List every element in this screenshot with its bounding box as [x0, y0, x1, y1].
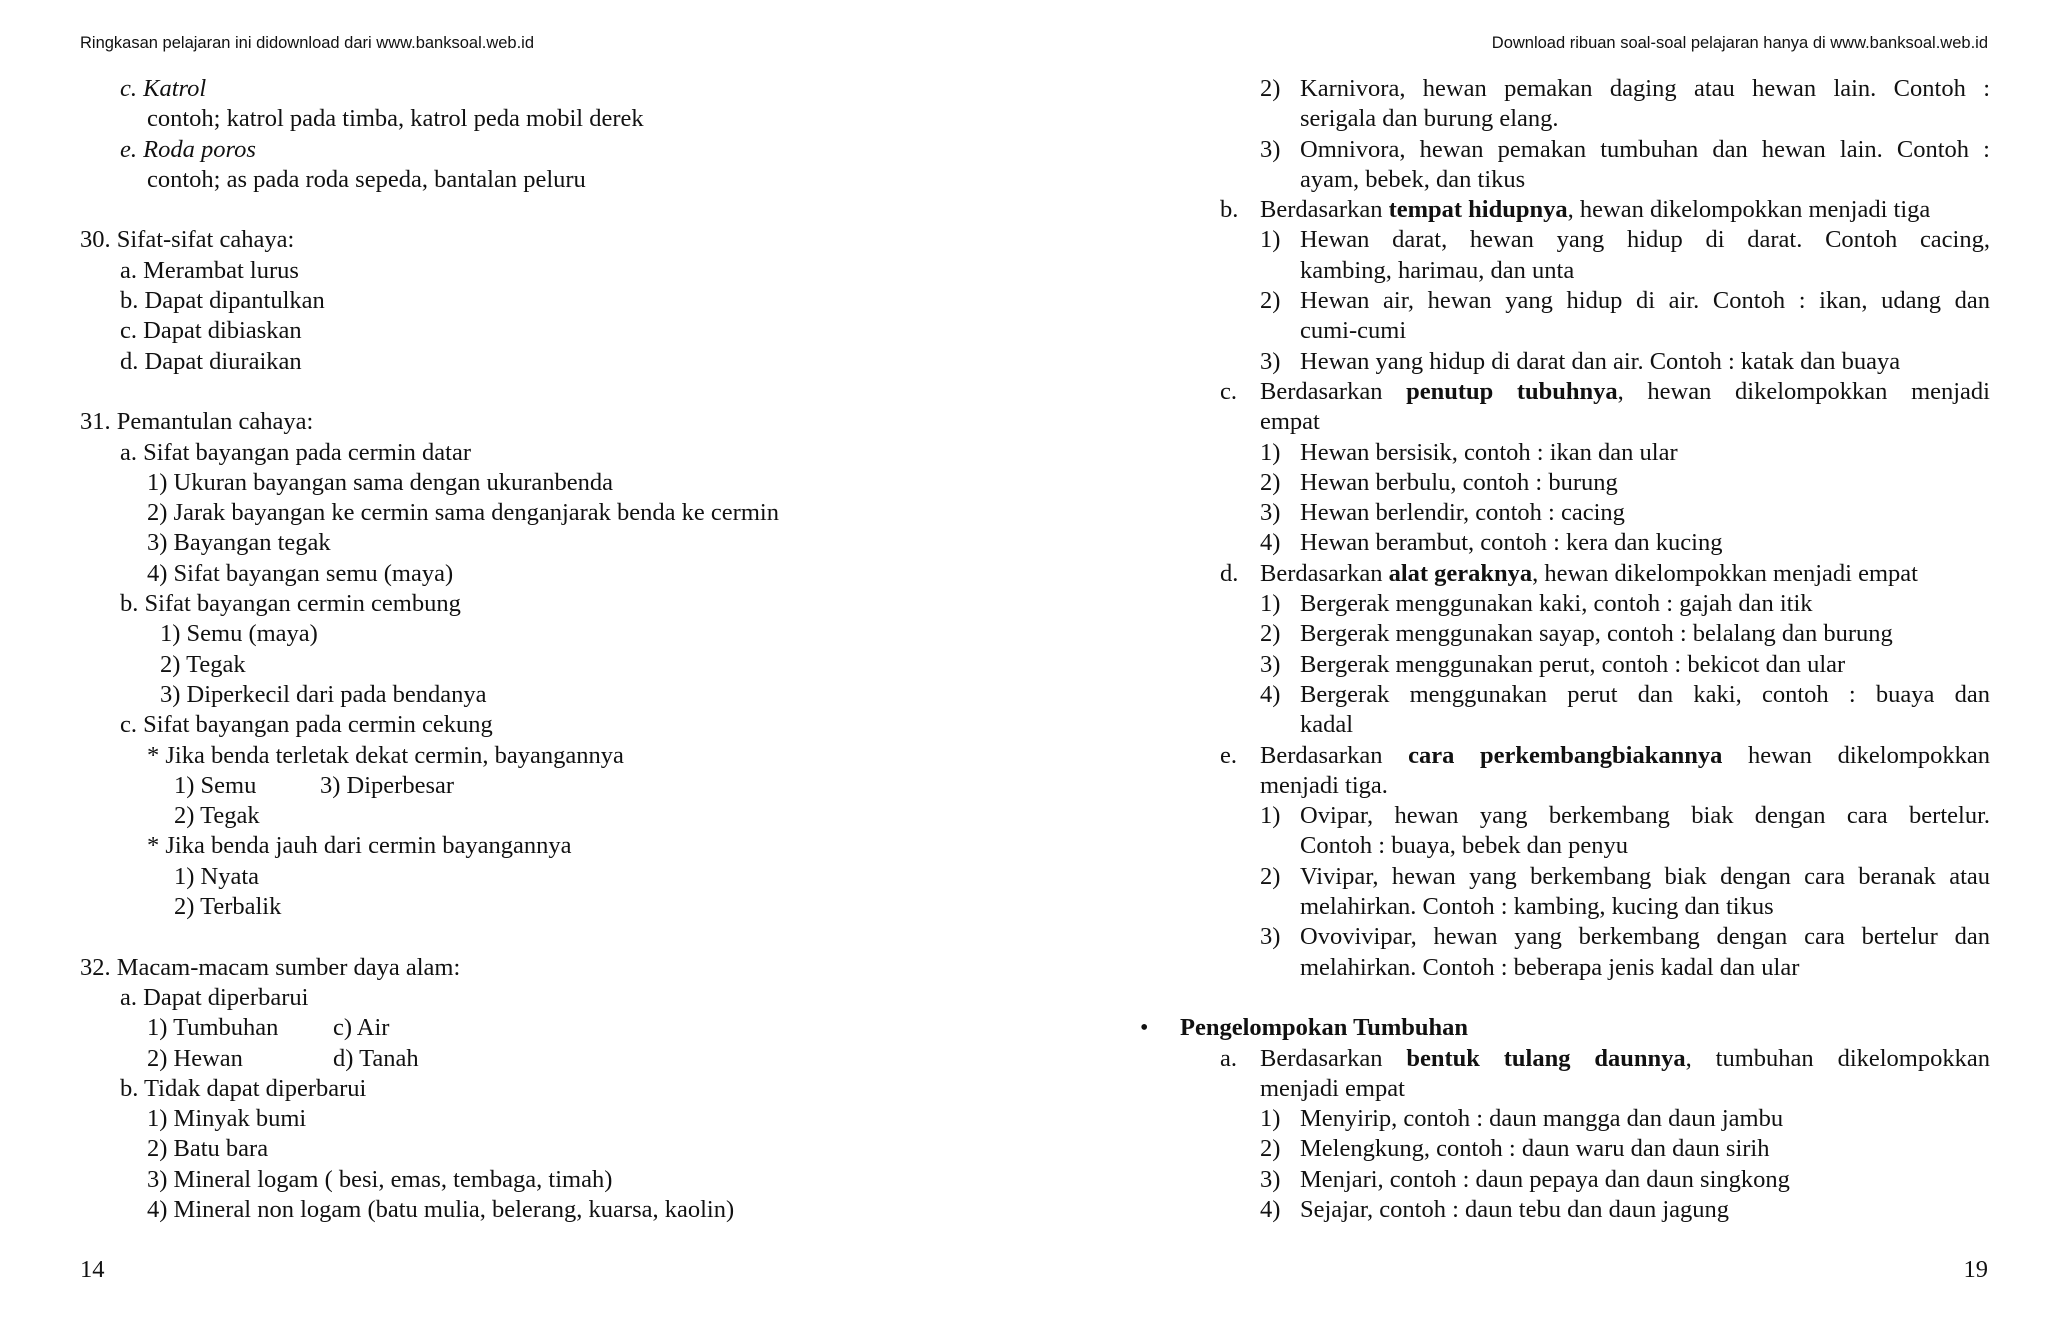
heading-text: Berdasarkan	[1260, 741, 1409, 769]
list-item: 4) Sifat bayangan semu (maya)	[147, 559, 454, 587]
item-text: Hewan air, hewan yang hidup di air. Contoh : ikan, udang dan	[1300, 287, 1990, 315]
list-item	[80, 1044, 1100, 1074]
item-text: serigala dan burung elang.	[1300, 105, 1559, 133]
list-item	[1180, 528, 1990, 558]
heading-text: menjadi empat	[1260, 1074, 1405, 1102]
item-letter: e.	[1220, 741, 1237, 769]
section-c-heading	[1180, 377, 1990, 438]
list-item	[80, 1013, 1100, 1043]
item-number: 3)	[1260, 1165, 1281, 1193]
item-text: Bergerak menggunakan sayap, contoh : belalang dan burung	[1300, 620, 1893, 648]
item-number: 1)	[1260, 1105, 1281, 1133]
heading-bold: bentuk tulang daunnya	[1406, 1044, 1686, 1072]
heading-text: , hewan dikelompokkan menjadi empat	[1532, 559, 1918, 587]
list-item	[1180, 801, 1990, 862]
item-text: melahirkan. Contoh : beberapa jenis kadal dan ular	[1300, 953, 1800, 981]
list-item: 3) Diperbesar	[320, 771, 455, 799]
list-item: 1) Minyak bumi	[147, 1105, 307, 1133]
list-item: a. Dapat diperbarui	[120, 983, 309, 1011]
header-left: Ringkasan pelajaran ini didownload dari www.banksoal.web.id	[80, 34, 535, 52]
page-number-left: 14	[80, 1256, 105, 1283]
section-31-title: 31. Pemantulan cahaya:	[80, 408, 314, 436]
section-b-heading	[1180, 195, 1990, 225]
item-number: 2)	[1260, 862, 1281, 890]
list-item: 2) Batu bara	[147, 1135, 269, 1163]
list-item: * Jika benda terletak dekat cermin, bayangannya	[147, 741, 624, 769]
item-letter: d.	[1220, 559, 1239, 587]
heading-text: Berdasarkan	[1260, 559, 1389, 587]
heading-text: menjadi tiga.	[1260, 771, 1388, 799]
item-letter: c.	[1220, 377, 1237, 405]
heading-text: , tumbuhan dikelompokkan	[1685, 1044, 1990, 1072]
list-item	[1180, 438, 1990, 468]
heading-bold: cara perkembangbiakannya	[1408, 741, 1723, 769]
heading-bold: alat geraknya	[1388, 559, 1533, 587]
item-text: Omnivora, hewan pemakan tumbuhan dan hewan lain. Contoh :	[1300, 135, 1990, 163]
list-item: c. Dapat dibiaskan	[120, 317, 302, 345]
item-text: Melengkung, contoh : daun waru dan daun sirih	[1300, 1135, 1770, 1163]
section-title: Pengelompokan Tumbuhan	[1180, 1014, 1468, 1042]
list-item	[1180, 498, 1990, 528]
heading-bold: tempat hidupnya	[1388, 196, 1568, 224]
item-text: Hewan darat, hewan yang hidup di darat. Contoh cacing,	[1300, 226, 1990, 254]
item-text: cumi-cumi	[1300, 317, 1407, 345]
item-number: 1)	[1260, 802, 1281, 830]
list-item	[1180, 922, 1990, 983]
heading-text: Berdasarkan	[1260, 1044, 1407, 1072]
list-item	[1180, 650, 1990, 680]
item-number: 2)	[1260, 287, 1281, 315]
list-item: 2) Hewan	[147, 1044, 243, 1072]
list-item: d. Dapat diuraikan	[120, 347, 302, 375]
header-right: Download ribuan soal-soal pelajaran hanya di www.banksoal.web.id	[1491, 34, 1988, 52]
item-text: kadal	[1300, 711, 1354, 739]
item-number: 3)	[1260, 135, 1281, 163]
list-item	[1180, 619, 1990, 649]
roda-poros-label: e. Roda poros	[120, 135, 256, 163]
item-text: Hewan berbulu, contoh : burung	[1300, 468, 1618, 496]
list-item: 1) Semu (maya)	[160, 620, 318, 648]
list-item: 4) Mineral non logam (batu mulia, belerang, kuarsa, kaolin)	[147, 1195, 735, 1223]
item-number: 4)	[1260, 529, 1281, 557]
list-item: 1) Tumbuhan	[147, 1014, 279, 1042]
list-item	[1180, 1104, 1990, 1134]
right-page-column	[1140, 74, 1990, 1225]
item-number: 3)	[1260, 347, 1281, 375]
list-item	[1180, 225, 1990, 286]
item-text: Menyirip, contoh : daun mangga dan daun jambu	[1300, 1105, 1784, 1133]
list-item	[1180, 468, 1990, 498]
list-item	[1180, 680, 1990, 741]
bullet-icon: •	[1140, 1015, 1149, 1042]
list-item	[1180, 589, 1990, 619]
section-30-title: 30. Sifat-sifat cahaya:	[80, 226, 295, 254]
list-item: d) Tanah	[333, 1044, 419, 1072]
item-text: Hewan yang hidup di darat dan air. Contoh : katak dan buaya	[1300, 347, 1901, 375]
item-letter: a.	[1220, 1044, 1237, 1072]
item-text: Karnivora, hewan pemakan daging atau hewan lain. Contoh :	[1300, 75, 1990, 102]
list-item: a. Merambat lurus	[120, 256, 299, 284]
list-item: c) Air	[333, 1014, 390, 1042]
item-text: Bergerak menggunakan kaki, contoh : gajah dan itik	[1300, 590, 1813, 618]
item-letter: b.	[1220, 196, 1239, 224]
page-number-right: 19	[1963, 1256, 1988, 1283]
section-32-title: 32. Macam-macam sumber daya alam:	[80, 953, 461, 981]
item-text: melahirkan. Contoh : kambing, kucing dan tikus	[1300, 893, 1774, 921]
heading-text: Berdasarkan	[1260, 196, 1389, 224]
heading-text: empat	[1260, 408, 1320, 436]
roda-poros-example: contoh; as pada roda sepeda, bantalan peluru	[147, 165, 586, 193]
item-number: 1)	[1260, 226, 1281, 254]
list-item: 3) Diperkecil dari pada bendanya	[160, 680, 487, 708]
list-item: b. Dapat dipantulkan	[120, 287, 325, 315]
section-e-heading	[1180, 741, 1990, 802]
list-item: 2) Terbalik	[174, 893, 282, 921]
katrol-example: contoh; katrol pada timba, katrol peda mobil derek	[147, 105, 644, 133]
list-item: 3) Mineral logam ( besi, emas, tembaga, timah)	[147, 1165, 613, 1193]
list-item: b. Sifat bayangan cermin cembung	[120, 590, 461, 618]
tumbuhan-a-heading	[1180, 1044, 1990, 1105]
item-text: Bergerak menggunakan perut, contoh : bekicot dan ular	[1300, 650, 1846, 678]
list-item	[1180, 286, 1990, 347]
list-item: 2) Jarak bayangan ke cermin sama denganjarak benda ke cermin	[147, 499, 779, 527]
list-item: 1) Ukuran bayangan sama dengan ukuranbenda	[147, 468, 614, 496]
item-number: 3)	[1260, 923, 1281, 951]
heading-text: Berdasarkan	[1260, 377, 1407, 405]
item-number: 2)	[1260, 468, 1281, 496]
item-text: Contoh : buaya, bebek dan penyu	[1300, 832, 1628, 860]
list-item	[1180, 1165, 1990, 1195]
section-d-heading	[1180, 559, 1990, 589]
list-item	[1180, 135, 1990, 196]
tumbuhan-heading	[1140, 1013, 1990, 1043]
item-text: Hewan berambut, contoh : kera dan kucing	[1300, 529, 1723, 557]
list-item: 2) Tegak	[160, 650, 246, 678]
heading-text: , hewan dikelompokkan menjadi	[1617, 377, 1990, 405]
list-item: 1) Nyata	[174, 862, 260, 890]
item-text: Ovovivipar, hewan yang berkembang dengan cara bertelur dan	[1300, 923, 1990, 951]
list-item: 1) Semu	[174, 771, 257, 799]
item-text: ayam, bebek, dan tikus	[1300, 165, 1526, 193]
item-number: 2)	[1260, 620, 1281, 648]
list-item	[1180, 862, 1990, 923]
list-item	[1180, 1134, 1990, 1164]
list-item	[1180, 347, 1990, 377]
list-item: 3) Bayangan tegak	[147, 529, 331, 557]
list-item: b. Tidak dapat diperbarui	[120, 1074, 367, 1102]
heading-bold: penutup tubuhnya	[1406, 377, 1618, 405]
list-item	[1180, 1195, 1990, 1225]
item-number: 3)	[1260, 650, 1281, 678]
heading-text: , hewan dikelompokkan menjadi tiga	[1567, 196, 1931, 224]
item-number: 4)	[1260, 680, 1281, 708]
item-number: 1)	[1260, 438, 1281, 466]
item-number: 4)	[1260, 1195, 1281, 1223]
list-item: 2) Tegak	[174, 802, 260, 830]
list-item	[80, 771, 1100, 801]
list-item: c. Sifat bayangan pada cermin cekung	[120, 711, 493, 739]
item-text: kambing, harimau, dan unta	[1300, 256, 1575, 284]
item-text: Vivipar, hewan yang berkembang biak dengan cara beranak atau	[1300, 862, 1990, 890]
item-number: 1)	[1260, 590, 1281, 618]
list-item: * Jika benda jauh dari cermin bayangannya	[147, 832, 572, 860]
item-number: 2)	[1260, 75, 1281, 102]
item-text: Bergerak menggunakan perut dan kaki, contoh : buaya dan	[1300, 680, 1990, 708]
item-text: Ovipar, hewan yang berkembang biak dengan cara bertelur.	[1300, 802, 1990, 830]
item-number: 2)	[1260, 1135, 1281, 1163]
heading-text: hewan dikelompokkan	[1722, 741, 1990, 769]
katrol-label: c. Katrol	[120, 75, 207, 102]
list-item: a. Sifat bayangan pada cermin datar	[120, 438, 472, 466]
item-text: Menjari, contoh : daun pepaya dan daun singkong	[1300, 1165, 1790, 1193]
item-number: 3)	[1260, 499, 1281, 527]
left-page-column	[80, 74, 1100, 1225]
list-item	[1180, 74, 1990, 135]
item-text: Sejajar, contoh : daun tebu dan daun jagung	[1300, 1195, 1730, 1223]
item-text: Hewan bersisik, contoh : ikan dan ular	[1300, 438, 1678, 466]
item-text: Hewan berlendir, contoh : cacing	[1300, 499, 1625, 527]
